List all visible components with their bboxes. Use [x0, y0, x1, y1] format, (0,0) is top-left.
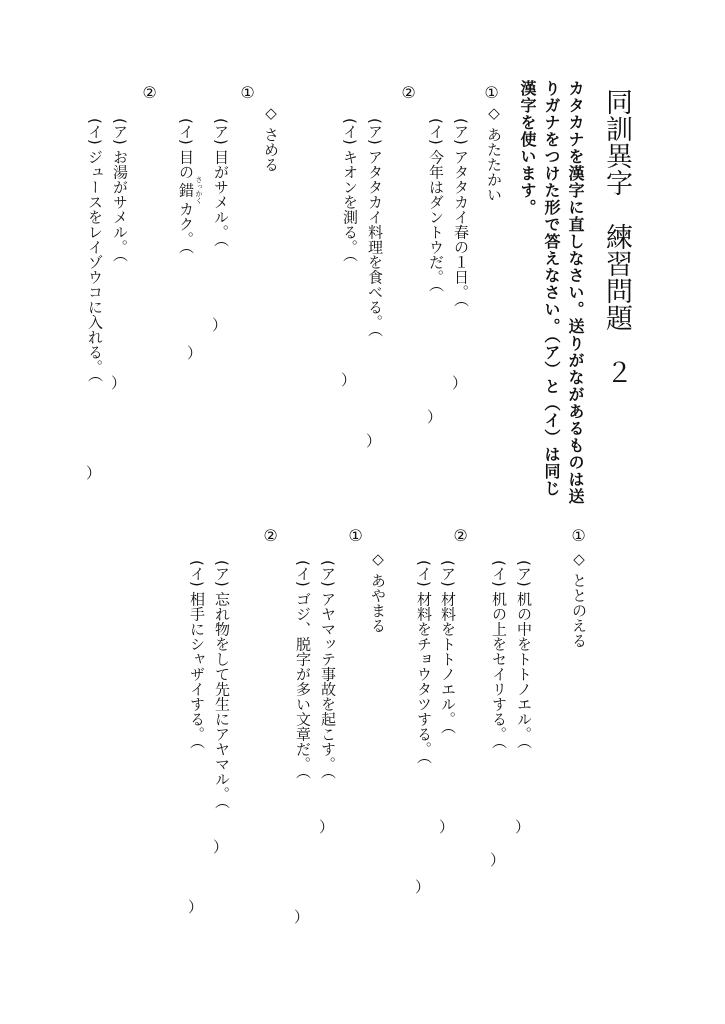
question-ayamaru-2a: (ア) 忘れ物をして先生にアヤマル。（ [213, 560, 231, 809]
question-number: ① [238, 83, 257, 102]
answer-close-paren: ） [489, 851, 505, 869]
question-totonoeru-2a: (ア) 材料をトトノエル。（ [439, 560, 457, 734]
section-heading-sameru: ◇ さめる [262, 104, 280, 172]
question-number: ② [140, 83, 159, 102]
question-sameru-2b: (イ) ジュースをレイゾウコに入れる。（ [86, 118, 104, 382]
question-ayamaru-1b: (イ) ゴジ、脱字が多い文章だ。（ [294, 560, 312, 779]
question-totonoeru-1b: (イ) 机の上をセイリする。（ [490, 560, 508, 749]
question-sameru-1b: (イ) 目の錯 さっかくカク。（ [177, 118, 203, 254]
section-heading-totonoeru: ◇ ととのえる [570, 550, 588, 648]
kanji-with-furigana: 錯 さっかく [177, 176, 203, 205]
answer-close-paren: ） [212, 838, 228, 856]
question-sameru-1a: (ア) 目がサメル。（ [212, 118, 230, 247]
question-totonoeru-2b: (イ) 材料をチョウタツする。（ [415, 560, 433, 764]
section-heading-atatakai: ◇ あたたかい [485, 104, 503, 202]
instruction-line-2: りガナをつけた形で答えなさい。（ア）と（イ）は同じ [542, 80, 561, 497]
question-number: ② [399, 83, 418, 102]
question-atatakai-1b: (イ) 今年はダントウだ。（ [427, 118, 445, 292]
question-atatakai-2a: (ア) アタタカイ料理を食べる。（ [366, 118, 384, 337]
answer-close-paren: ） [340, 371, 356, 389]
question-atatakai-2b: (イ) キオンを測る。（ [341, 118, 359, 262]
question-number: ① [569, 526, 588, 545]
question-number: ② [261, 526, 280, 545]
answer-close-paren: ） [514, 818, 530, 836]
section-heading-ayamaru: ◇ あやまる [369, 550, 387, 633]
answer-close-paren: ） [451, 374, 467, 392]
answer-close-paren: ） [85, 464, 101, 482]
question-ayamaru-2b: (イ) 相手にシャザイする。（ [188, 560, 206, 749]
answer-close-paren: ） [187, 898, 203, 916]
answer-close-paren: ） [318, 818, 334, 836]
page-title: 同訓異字 練習問題 ２ [601, 88, 632, 385]
answer-close-paren: ） [414, 878, 430, 896]
question-number: ① [346, 526, 365, 545]
answer-close-paren: ） [186, 344, 202, 362]
question-atatakai-1a: (ア) アタタカイ春の１日。（ [452, 118, 470, 307]
question-number: ① [482, 83, 501, 102]
instruction-line-3: 漢字を使います。 [518, 80, 537, 216]
question-sameru-2a: (ア) お湯がサメル。（ [111, 118, 129, 262]
instruction-line-1: カタカナを漢字に直しなさい。送りがながあるものは送 [566, 80, 585, 505]
question-ayamaru-1a: (ア) アヤマッテ事故を起こす。（ [319, 560, 337, 779]
answer-close-paren: ） [110, 374, 126, 392]
answer-close-paren: ） [438, 818, 454, 836]
answer-close-paren: ） [293, 908, 309, 926]
answer-close-paren: ） [426, 408, 442, 426]
question-number: ② [451, 526, 470, 545]
question-totonoeru-1a: (ア) 机の中をトトノエル。（ [515, 560, 533, 749]
answer-close-paren: ） [365, 432, 381, 450]
answer-close-paren: ） [211, 316, 227, 334]
